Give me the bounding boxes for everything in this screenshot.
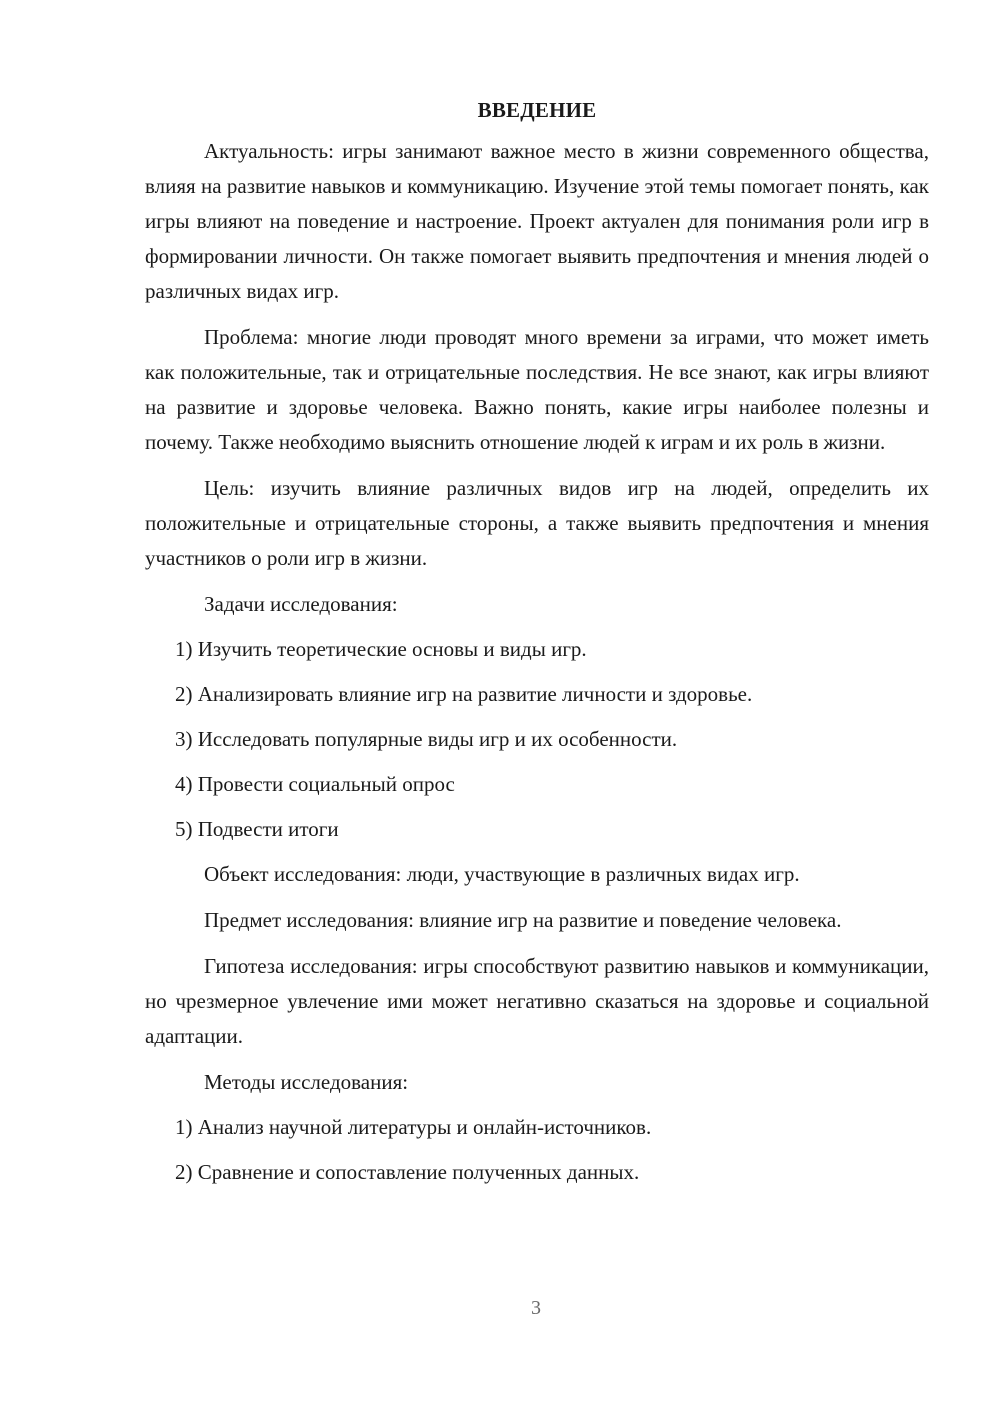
document-page — [145, 92, 929, 1200]
methods-heading: Методы исследования: — [204, 1070, 409, 1094]
goal-paragraph: Цель: изучить влияние различных видов игр на людей, определить их положительные и отрицательные стороны, а также выявить предпочтения и мнения участников о роли игр в жизни. — [145, 476, 929, 570]
list-item: 2) Сравнение и сопоставление полученных данных. — [175, 1160, 640, 1184]
problem-paragraph: Проблема: многие люди проводят много времени за играми, что может иметь как положительные, так и отрицательные последствия. Не все знают, как игры влияют на развитие и здоровье человека. Важно понять, какие игры наиболее полезны и почему. Также необходимо выяснить отношение людей к играм и их роль в жизни. — [145, 325, 929, 454]
subject-paragraph: Предмет исследования: влияние игр на развитие и поведение человека. — [204, 908, 842, 932]
page-number: 3 — [531, 1297, 541, 1319]
relevance-paragraph: Актуальность: игры занимают важное место в жизни современного общества, влияя на развитие навыков и коммуникацию. Изучение этой темы помогает понять, как игры влияют на поведение и настроение. Проект актуален для понимания роли игр в формировании личности. Он также помогает выявить предпочтения и мнения людей о различных видах игр. — [145, 139, 929, 303]
list-item: 3) Исследовать популярные виды игр и их особенности. — [175, 727, 678, 751]
section-title: ВВЕДЕНИЕ — [477, 98, 597, 122]
list-item: 2) Анализировать влияние игр на развитие личности и здоровье. — [175, 682, 753, 706]
methods-list — [145, 1110, 929, 1190]
list-item: 1) Анализ научной литературы и онлайн-источников. — [175, 1115, 652, 1139]
list-item: 5) Подвести итоги — [175, 817, 339, 841]
hypothesis-paragraph: Гипотеза исследования: игры способствуют развитию навыков и коммуникации, но чрезмерное увлечение ими может негативно сказаться на здоровье и социальной адаптации. — [145, 954, 929, 1048]
list-item: 4) Провести социальный опрос — [175, 772, 455, 796]
tasks-heading: Задачи исследования: — [204, 592, 398, 616]
list-item: 1) Изучить теоретические основы и виды игр. — [175, 637, 587, 661]
object-paragraph: Объект исследования: люди, участвующие в различных видах игр. — [204, 862, 800, 886]
tasks-list — [145, 632, 929, 847]
